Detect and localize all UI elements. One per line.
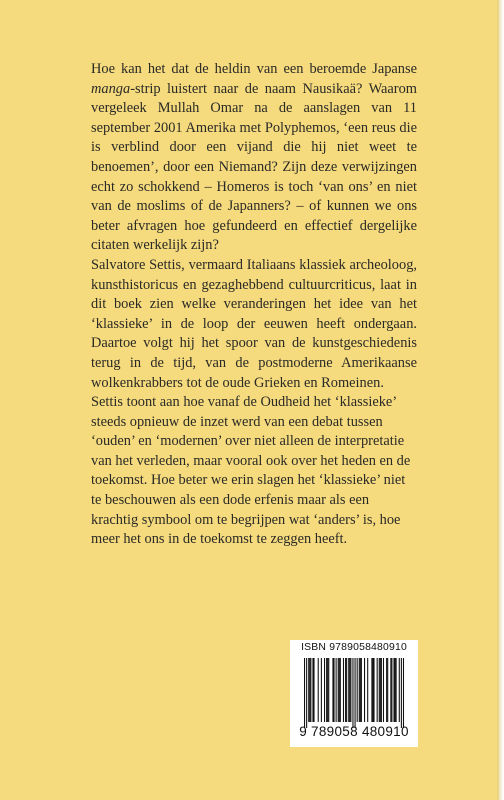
barcode-bar <box>360 658 361 722</box>
barcode-label <box>290 640 418 747</box>
barcode-bar <box>312 658 313 722</box>
barcode-bar <box>359 658 360 722</box>
barcode-bar <box>349 658 350 722</box>
blurb-paragraph-2: Salvatore Settis, vermaard Italiaans klassiek archeoloog, kunsthistoricus en gezaghebbend cultuurcriticus, laat in dit boek zien welke veranderingen het idee van het ‘klassieke’ in de loop der eeuwen heeft ondergaan. Daartoe volgt hij het spoor van de kunstgeschiedenis terug in de tijd, van de postmoderne Amerikaanse wolkenkrabbers tot de oude Grieken en Romeinen. <box>91 256 417 391</box>
barcode-icon <box>294 658 414 728</box>
barcode-bar <box>371 658 372 722</box>
blurb-p1-part-3: -strip luistert naar de naam Nausikaä? Waarom vergeleek Mullah Omar na de aanslagen van 11 september 2001 Amerika met Polyphemos, ‘een reus die is verblind door een vijand die hij niet weet te benoemen’, door een Niemand? Zijn deze verwijzingen echt zo schokkend – Homeros is toch ‘van ons’ en niet van de moslims of de Japanners? – of kunnen we ons beter afvragen hoe gefundeerd en effectief dergelijke citaten werkelijk zijn? <box>91 80 417 254</box>
barcode-bar <box>333 658 334 722</box>
barcode-bar <box>395 658 396 722</box>
barcode-bar <box>380 658 381 722</box>
barcode-bar <box>396 658 397 722</box>
barcode-bar <box>310 658 311 722</box>
barcode-bar <box>403 658 404 728</box>
barcode-bar <box>386 658 387 722</box>
barcode-bar <box>327 658 328 722</box>
barcode-bar <box>364 658 365 722</box>
barcode-bar <box>361 658 362 722</box>
barcode-bar <box>379 658 380 722</box>
barcode-bar <box>340 658 341 722</box>
barcode-bar <box>339 658 340 722</box>
barcode-bar <box>306 658 307 728</box>
barcode-bar <box>308 658 309 722</box>
barcode-bar <box>367 658 368 722</box>
barcode-bar <box>399 658 400 722</box>
barcode-bar <box>338 658 339 722</box>
barcode-bar <box>381 658 382 722</box>
barcode-bar <box>373 658 374 722</box>
barcode-bar <box>393 658 394 722</box>
barcode-bar <box>332 658 333 722</box>
blurb-p1-manga: manga <box>91 80 131 97</box>
barcode-digits: 9 789058 480910 <box>299 724 409 739</box>
barcode-bar <box>357 658 358 722</box>
barcode-bar <box>348 658 349 722</box>
barcode-bar <box>321 658 322 722</box>
barcode-bar <box>387 658 388 722</box>
blurb-paragraph-3: Settis toont aan hoe vanaf de Oudheid het ‘klassieke’ steeds opnieuw de inzet werd van een debat tussen ‘ouden’ en ‘modernen’ over niet alleen de interpretatie van het verleden, maar vooral ook over het heden en de toekomst. Hoe beter we erin slagen het ‘klassieke’ niet te beschouwen als een dode erfenis maar als een krachtig symbool om te begrijpen wat ‘anders’ is, hoe meer het ons in de toekomst te zeggen heeft. <box>91 394 411 548</box>
barcode-bar <box>318 658 319 722</box>
blurb-paragraph-1 <box>91 60 417 256</box>
isbn-label: ISBN 9789058480910 <box>301 642 407 653</box>
barcode-bar <box>390 658 391 722</box>
barcode-bar <box>391 658 392 722</box>
barcode-bar <box>377 658 378 722</box>
barcode-bar <box>309 658 310 722</box>
barcode-bar <box>372 658 373 722</box>
barcode-bar <box>352 658 353 728</box>
barcode-bar <box>336 658 337 722</box>
barcode-bar <box>328 658 329 722</box>
barcode-bar <box>401 658 402 728</box>
page-edge <box>497 0 504 800</box>
barcode-bar <box>304 658 305 728</box>
blurb-text <box>91 60 417 550</box>
barcode-bar <box>355 658 356 728</box>
barcode-bar <box>324 658 325 722</box>
blurb-p1-part-1: Hoe kan het dat de heldin van een beroemde Japanse <box>91 61 417 77</box>
barcode-bar <box>345 658 346 722</box>
barcode-bar <box>346 658 347 722</box>
barcode-bar <box>313 658 314 722</box>
barcode-bar <box>350 658 351 722</box>
barcode-bar <box>326 658 327 722</box>
barcode-bar <box>343 658 344 722</box>
barcode-bar <box>383 658 384 722</box>
